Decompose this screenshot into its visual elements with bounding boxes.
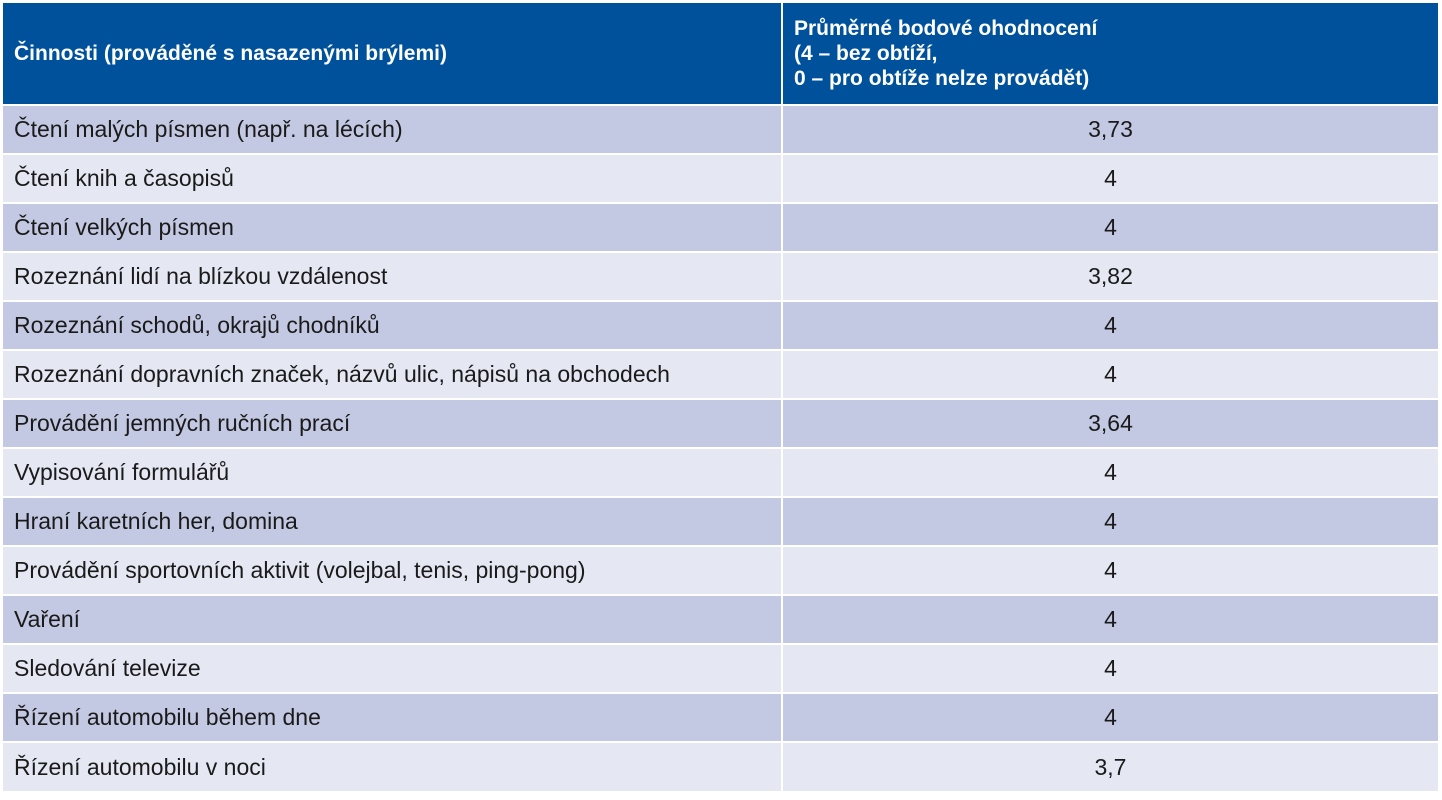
activity-cell: Rozeznání dopravních značek, názvů ulic, nápisů na obchodech [3,350,782,399]
score-cell: 4 [782,203,1438,252]
score-cell: 4 [782,595,1438,644]
activity-cell: Rozeznání schodů, okrajů chodníků [3,301,782,350]
activity-cell: Řízení automobilu v noci [3,742,782,791]
activity-cell: Sledování televize [3,644,782,693]
score-cell: 4 [782,350,1438,399]
header-activities: Činnosti (prováděné s nasazenými brýlemi) [3,3,782,105]
activity-cell: Čtení malých písmen (např. na lécích) [3,105,782,154]
activity-cell: Provádění sportovních aktivit (volejbal, tenis, ping-pong) [3,546,782,595]
table-row [3,546,1438,595]
table-row [3,301,1438,350]
header-average-score-line: Průměrné bodové ohodnocení [794,17,1098,40]
header-average-score-line: 0 – pro obtíže nelze provádět) [794,67,1090,90]
score-cell: 4 [782,448,1438,497]
table-row [3,350,1438,399]
activity-cell: Vaření [3,595,782,644]
activities-table [3,3,1438,791]
activity-cell: Řízení automobilu během dne [3,693,782,742]
table-row [3,252,1438,301]
score-cell: 3,64 [782,399,1438,448]
table-row [3,644,1438,693]
table-row [3,105,1438,154]
score-cell: 3,7 [782,742,1438,791]
score-cell: 4 [782,546,1438,595]
activity-cell: Rozeznání lidí na blízkou vzdálenost [3,252,782,301]
score-cell: 4 [782,644,1438,693]
score-cell: 4 [782,301,1438,350]
table-row [3,203,1438,252]
activity-cell: Provádění jemných ručních prací [3,399,782,448]
table-header-row [3,3,1438,105]
activity-cell: Čtení velkých písmen [3,203,782,252]
activity-cell: Hraní karetních her, domina [3,497,782,546]
header-average-score-line: (4 – bez obtíží, [794,42,938,65]
table-row [3,693,1438,742]
table-row [3,742,1438,791]
activity-cell: Vypisování formulářů [3,448,782,497]
table-row [3,154,1438,203]
activities-table-container [3,3,1438,791]
table-row [3,595,1438,644]
activity-cell: Čtení knih a časopisů [3,154,782,203]
header-average-score [782,3,1438,105]
table-row [3,399,1438,448]
score-cell: 3,73 [782,105,1438,154]
score-cell: 4 [782,693,1438,742]
table-row [3,448,1438,497]
score-cell: 4 [782,497,1438,546]
score-cell: 4 [782,154,1438,203]
score-cell: 3,82 [782,252,1438,301]
table-row [3,497,1438,546]
